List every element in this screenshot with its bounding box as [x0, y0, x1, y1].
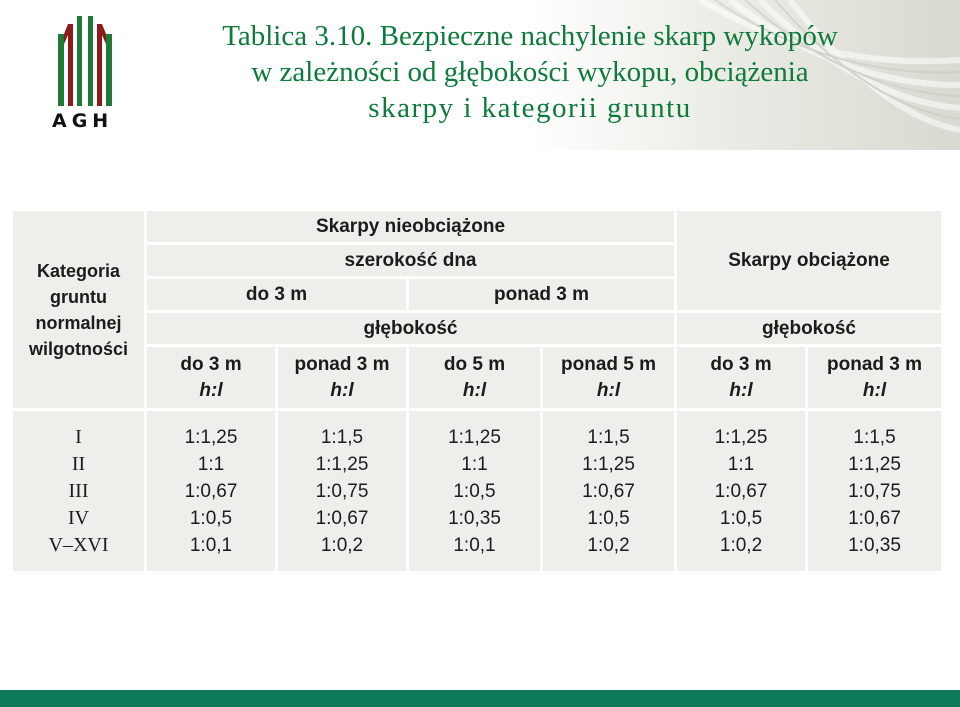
- value-column: [807, 410, 943, 573]
- column-header: [277, 346, 408, 410]
- column-header: [408, 346, 542, 410]
- slope-value: 1:0,2: [320, 534, 364, 556]
- column-unit: h:l: [596, 379, 621, 401]
- logo-text: AGH: [52, 110, 114, 132]
- slope-value: 1:0,1: [189, 534, 233, 556]
- category-header-line: Kategoria: [36, 260, 121, 281]
- column-label: do 3 m: [180, 353, 242, 375]
- column-header: [542, 346, 676, 410]
- column-label: do 5 m: [443, 353, 506, 375]
- slope-value: 1:0,5: [453, 480, 496, 502]
- slope-value: 1:1: [727, 453, 755, 475]
- column-header: [676, 346, 807, 410]
- unloaded-header: Skarpy nieobciążone: [146, 210, 676, 244]
- category-header-line: gruntu: [50, 286, 107, 307]
- width-to-header: do 3 m: [146, 278, 408, 312]
- slope-value: 1:0,5: [189, 507, 233, 529]
- title-line-3: skarpy i kategorii gruntu: [368, 92, 692, 124]
- slide-title: [140, 18, 920, 126]
- slope-value: 1:0,35: [448, 507, 501, 529]
- slope-value: 1:0,75: [315, 480, 369, 502]
- category-value: V–XVI: [48, 533, 109, 556]
- slope-value: 1:0,2: [587, 534, 630, 556]
- footer-bar: [0, 690, 960, 707]
- column-label: ponad 3 m: [294, 353, 390, 375]
- slope-value: 1:0,67: [315, 507, 369, 529]
- title-line-2: w zależności od głębokości wykopu, obciążenia: [251, 56, 809, 88]
- slope-value: 1:1,25: [582, 453, 635, 475]
- value-column: [408, 410, 542, 573]
- slope-value: 1:0,67: [848, 507, 901, 529]
- column-header: [146, 346, 277, 410]
- slope-table: [10, 208, 944, 574]
- category-column: [12, 410, 146, 573]
- slope-value: 1:0,67: [582, 480, 635, 502]
- slope-value: 1:0,5: [719, 507, 763, 529]
- column-label: ponad 5 m: [561, 353, 657, 375]
- title-line-1: Tablica 3.10. Bezpieczne nachylenie skarp wykopów: [222, 20, 838, 52]
- slope-value: 1:1,5: [853, 426, 896, 448]
- loaded-header: Skarpy obciążone: [676, 210, 943, 312]
- category-value: III: [68, 479, 89, 502]
- slope-value: 1:1,25: [448, 426, 501, 448]
- column-unit: h:l: [729, 379, 753, 401]
- column-unit: h:l: [199, 379, 223, 401]
- slope-value: 1:1: [461, 453, 488, 475]
- slope-value: 1:0,2: [719, 534, 763, 556]
- category-value: II: [71, 452, 86, 475]
- slope-value: 1:1,25: [848, 453, 901, 475]
- value-column: [676, 410, 807, 573]
- slope-value: 1:0,67: [714, 480, 768, 502]
- slope-value: 1:1,25: [184, 426, 238, 448]
- slide-header: [0, 0, 960, 150]
- slope-value: 1:1,25: [315, 453, 369, 475]
- slope-value: 1:0,35: [848, 534, 901, 556]
- column-unit: h:l: [862, 379, 887, 401]
- category-value: IV: [67, 506, 90, 529]
- category-header-cell: [12, 210, 146, 410]
- slope-value: 1:1,5: [587, 426, 630, 448]
- slope-table-image: [10, 208, 941, 574]
- value-column: [146, 410, 277, 573]
- loaded-depth-header: głębokość: [676, 312, 943, 346]
- width-header: szerokość dna: [146, 244, 676, 278]
- category-header-line: wilgotności: [29, 338, 128, 359]
- category-header-line: normalnej: [35, 312, 122, 333]
- column-header: [807, 346, 943, 410]
- width-over-header: ponad 3 m: [408, 278, 676, 312]
- column-unit: h:l: [462, 379, 487, 401]
- slope-value: 1:0,5: [587, 507, 630, 529]
- slope-value: 1:1,5: [320, 426, 364, 448]
- slope-value: 1:0,1: [453, 534, 496, 556]
- slope-value: 1:0,67: [184, 480, 238, 502]
- column-label: ponad 3 m: [827, 353, 923, 375]
- slope-value: 1:1,25: [714, 426, 768, 448]
- column-label: do 3 m: [710, 353, 772, 375]
- slope-value: 1:0,75: [848, 480, 901, 502]
- value-column: [277, 410, 408, 573]
- slope-value: 1:1: [197, 453, 225, 475]
- depth-header: głębokość: [146, 312, 676, 346]
- column-unit: h:l: [330, 379, 354, 401]
- category-value: I: [75, 425, 82, 448]
- value-column: [542, 410, 676, 573]
